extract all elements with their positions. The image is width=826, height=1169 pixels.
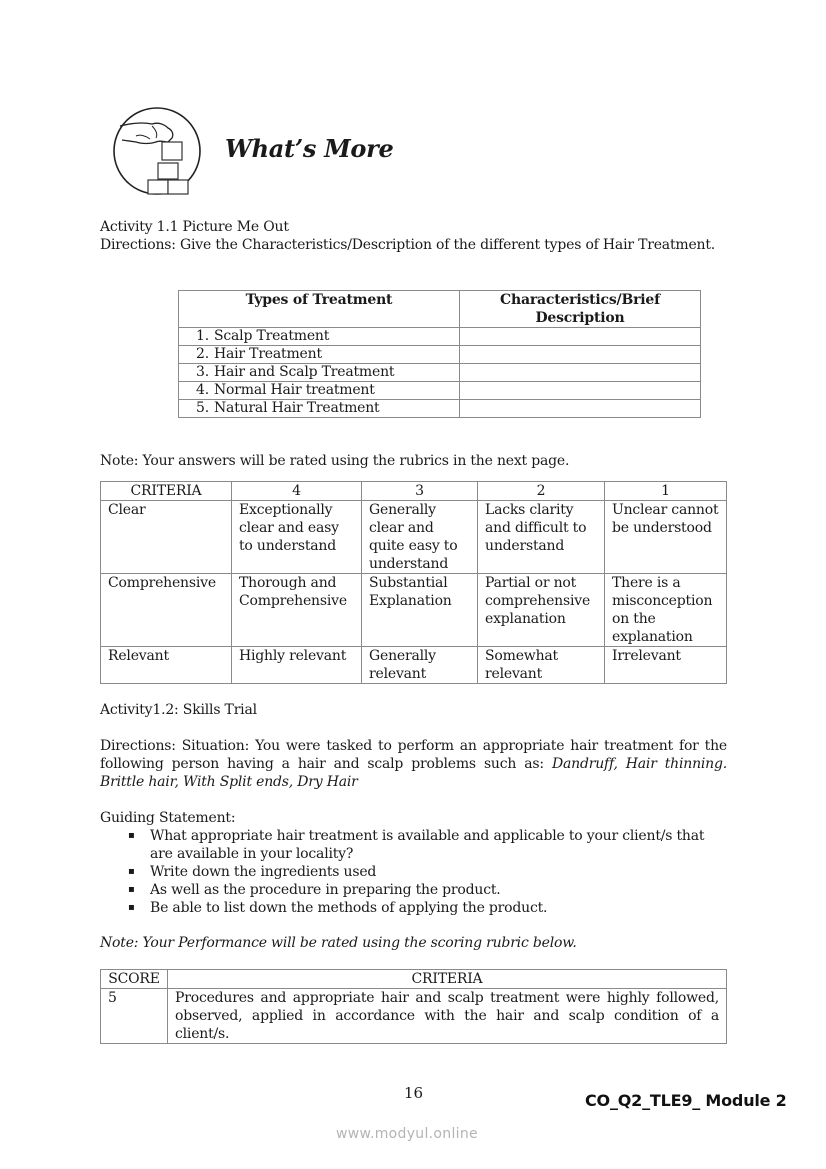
score-4-cell: Highly relevant bbox=[232, 647, 362, 684]
score-1-cell: There is a misconception on the explanation bbox=[605, 574, 727, 647]
guiding-item-text: Be able to list down the methods of applying the product. bbox=[150, 900, 548, 916]
row-number: 4. bbox=[196, 382, 209, 398]
description-cell[interactable] bbox=[460, 346, 701, 364]
row-number: 1. bbox=[196, 328, 209, 344]
guiding-statement bbox=[100, 809, 740, 917]
guiding-statement-title: Guiding Statement: bbox=[100, 810, 236, 826]
treatment-type-cell bbox=[179, 364, 460, 382]
column-header-types: Types of Treatment bbox=[179, 291, 460, 328]
description-cell[interactable] bbox=[460, 400, 701, 418]
guiding-item bbox=[100, 881, 740, 899]
guiding-item bbox=[100, 863, 740, 881]
score-3-cell: Generally clear and quite easy to understand bbox=[362, 501, 478, 574]
guiding-item-text: As well as the procedure in preparing the product. bbox=[150, 882, 501, 898]
score-4-cell: Exceptionally clear and easy to understand bbox=[232, 501, 362, 574]
page-number: 16 bbox=[404, 1084, 424, 1102]
answer-rubric-table bbox=[100, 481, 727, 684]
score-2-cell: Lacks clarity and difficult to understand bbox=[478, 501, 605, 574]
description-cell[interactable] bbox=[460, 328, 701, 346]
treatment-type: Natural Hair Treatment bbox=[214, 400, 380, 416]
table-row bbox=[101, 574, 727, 647]
activity-1-1-title: Activity 1.1 Picture Me Out bbox=[100, 219, 289, 235]
table-row bbox=[179, 328, 701, 346]
bullet-icon: ▪ bbox=[128, 884, 135, 895]
guiding-item-text: Write down the ingredients used bbox=[150, 864, 377, 880]
performance-note: Note: Your Performance will be rated using the scoring rubric below. bbox=[100, 935, 577, 951]
hair-problems-list: Dandruff, Hair thinning. Brittle hair, With Split ends, Dry Hair bbox=[100, 756, 727, 790]
criteria-cell: Comprehensive bbox=[101, 574, 232, 647]
rubric-header-score-2: 2 bbox=[478, 482, 605, 501]
row-number: 3. bbox=[196, 364, 209, 380]
score-3-cell: Generally relevant bbox=[362, 647, 478, 684]
treatment-type-cell bbox=[179, 400, 460, 418]
table-row bbox=[101, 501, 727, 574]
rubric-header-score-4: 4 bbox=[232, 482, 362, 501]
column-header-description: Characteristics/Brief Description bbox=[460, 291, 701, 328]
score-4-cell: Thorough and Comprehensive bbox=[232, 574, 362, 647]
activity-1-2-directions bbox=[100, 737, 727, 791]
bullet-icon: ▪ bbox=[128, 830, 135, 841]
table-row bbox=[101, 647, 727, 684]
module-code: CO_Q2_TLE9_ Module 2 bbox=[585, 1091, 787, 1110]
guiding-item bbox=[100, 827, 710, 863]
description-cell[interactable] bbox=[460, 364, 701, 382]
table-row bbox=[179, 346, 701, 364]
directions-text: Directions: Situation: You were tasked to perform an appropriate hair treatment for the following person having a hair and scalp problems such as: bbox=[100, 738, 727, 772]
scoring-rubric-table bbox=[100, 969, 727, 1044]
rubric-header-score: SCORE bbox=[101, 970, 168, 989]
treatment-type: Normal Hair treatment bbox=[214, 382, 375, 398]
treatment-type-cell bbox=[179, 346, 460, 364]
guiding-item bbox=[100, 899, 740, 917]
rubric-header-score-1: 1 bbox=[605, 482, 727, 501]
activity-1-1-intro bbox=[100, 218, 730, 254]
treatment-types-table bbox=[178, 290, 701, 418]
row-number: 5. bbox=[196, 400, 209, 416]
score-3-cell: Substantial Explanation bbox=[362, 574, 478, 647]
watermark: www.modyul.online bbox=[336, 1126, 478, 1142]
section-title: What’s More bbox=[225, 134, 394, 163]
bullet-icon: ▪ bbox=[128, 866, 135, 877]
rubric-header-criteria: CRITERIA bbox=[101, 482, 232, 501]
activity-1-2-title: Activity1.2: Skills Trial bbox=[100, 702, 257, 718]
score-2-cell: Partial or not comprehensive explanation bbox=[478, 574, 605, 647]
treatment-type-cell bbox=[179, 382, 460, 400]
description-cell[interactable] bbox=[460, 382, 701, 400]
treatment-type: Hair and Scalp Treatment bbox=[214, 364, 395, 380]
activity-1-1-directions: Directions: Give the Characteristics/Description of the different types of Hair Treatment. bbox=[100, 237, 716, 253]
criteria-cell: Clear bbox=[101, 501, 232, 574]
table-row bbox=[179, 400, 701, 418]
rubric-header-score-3: 3 bbox=[362, 482, 478, 501]
row-number: 2. bbox=[196, 346, 209, 362]
score-1-cell: Irrelevant bbox=[605, 647, 727, 684]
treatment-type: Hair Treatment bbox=[214, 346, 322, 362]
bullet-icon: ▪ bbox=[128, 902, 135, 913]
treatment-type: Scalp Treatment bbox=[214, 328, 330, 344]
rubric-note: Note: Your answers will be rated using the rubrics in the next page. bbox=[100, 453, 570, 469]
hand-stacking-blocks-icon bbox=[112, 106, 202, 196]
criteria-cell: Relevant bbox=[101, 647, 232, 684]
table-row bbox=[179, 364, 701, 382]
criteria-cell: Procedures and appropriate hair and scalp treatment were highly followed, observed, applied in accordance with the hair and scalp condition of a client/s. bbox=[168, 989, 727, 1044]
score-2-cell: Somewhat relevant bbox=[478, 647, 605, 684]
score-1-cell: Unclear cannot be understood bbox=[605, 501, 727, 574]
guiding-list bbox=[100, 827, 740, 917]
rubric-header-criteria: CRITERIA bbox=[168, 970, 727, 989]
table-row bbox=[179, 382, 701, 400]
table-row bbox=[101, 989, 727, 1044]
treatment-type-cell bbox=[179, 328, 460, 346]
guiding-item-text: What appropriate hair treatment is available and applicable to your client/s that are available in your locality? bbox=[150, 828, 705, 862]
score-cell: 5 bbox=[101, 989, 168, 1044]
